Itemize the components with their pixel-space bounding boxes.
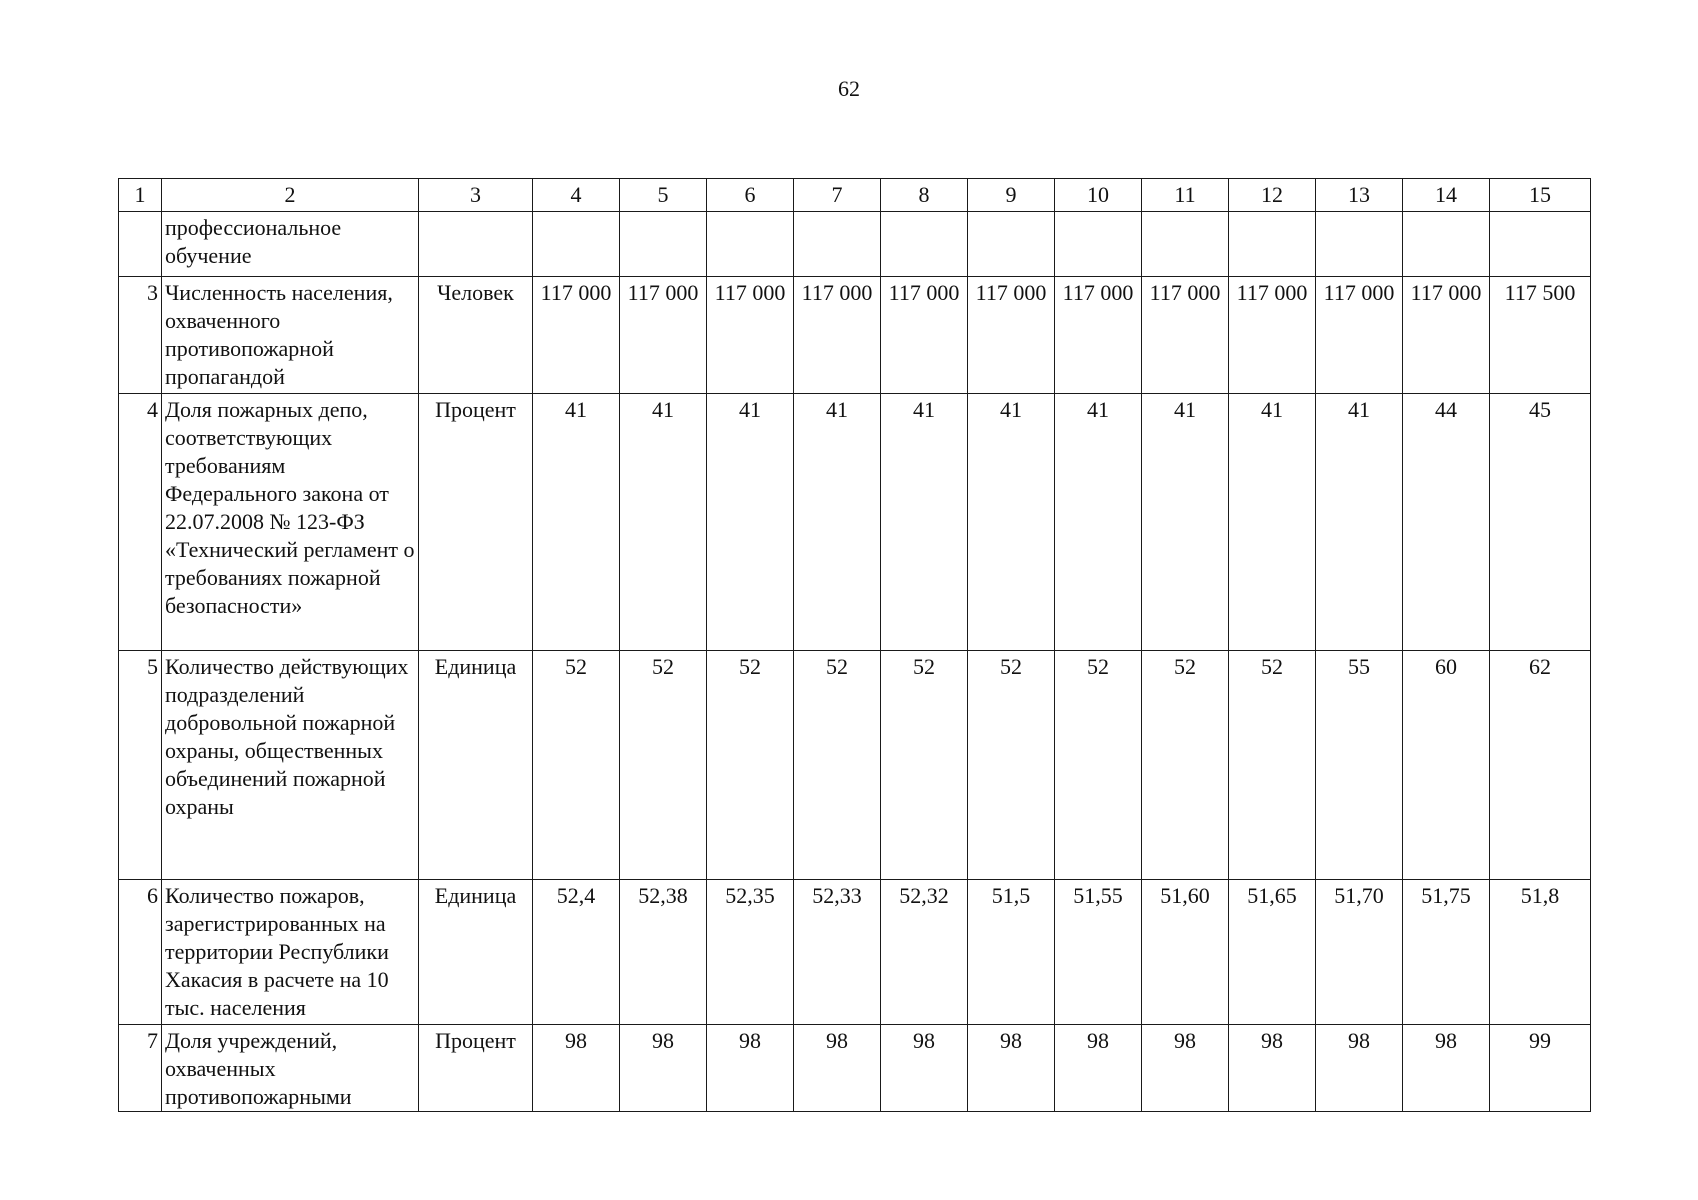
value-cell: 117 500 (1490, 277, 1591, 394)
value-cell: 62 (1490, 651, 1591, 880)
column-header: 9 (968, 179, 1055, 212)
value-cell: 52 (968, 651, 1055, 880)
value-cell: 51,65 (1229, 880, 1316, 1025)
value-cell: 41 (620, 394, 707, 651)
value-cell: 51,8 (1490, 880, 1591, 1025)
unit-of-measure: Человек (419, 277, 533, 394)
row-number: 5 (119, 651, 162, 880)
value-cell: 52 (533, 651, 620, 880)
value-cell: 41 (533, 394, 620, 651)
value-cell (794, 212, 881, 277)
value-cell: 117 000 (620, 277, 707, 394)
value-cell: 52,33 (794, 880, 881, 1025)
column-header: 1 (119, 179, 162, 212)
column-header: 4 (533, 179, 620, 212)
value-cell: 99 (1490, 1025, 1591, 1112)
value-cell: 117 000 (794, 277, 881, 394)
value-cell: 45 (1490, 394, 1591, 651)
unit-of-measure: Процент (419, 394, 533, 651)
page-number: 62 (838, 76, 860, 101)
value-cell: 52 (1142, 651, 1229, 880)
row-number: 6 (119, 880, 162, 1025)
value-cell (881, 212, 968, 277)
value-cell: 41 (1316, 394, 1403, 651)
unit-of-measure: Единица (419, 651, 533, 880)
value-cell: 41 (968, 394, 1055, 651)
value-cell: 41 (707, 394, 794, 651)
column-header: 13 (1316, 179, 1403, 212)
value-cell: 117 000 (1403, 277, 1490, 394)
value-cell (1229, 212, 1316, 277)
value-cell: 52,38 (620, 880, 707, 1025)
value-cell: 98 (881, 1025, 968, 1112)
table-row (119, 651, 1591, 880)
indicator-name: Количество действующих подразделений добровольной пожарной охраны, общественных объединений пожарной охраны (162, 651, 419, 880)
column-header: 14 (1403, 179, 1490, 212)
value-cell (1142, 212, 1229, 277)
table-row (119, 212, 1591, 277)
value-cell (620, 212, 707, 277)
column-header: 15 (1490, 179, 1591, 212)
value-cell: 52,35 (707, 880, 794, 1025)
table-row (119, 277, 1591, 394)
value-cell: 117 000 (1055, 277, 1142, 394)
table-header-row (119, 179, 1591, 212)
value-cell: 98 (620, 1025, 707, 1112)
column-header: 5 (620, 179, 707, 212)
value-cell: 52,32 (881, 880, 968, 1025)
value-cell: 98 (707, 1025, 794, 1112)
value-cell (968, 212, 1055, 277)
column-header: 11 (1142, 179, 1229, 212)
indicator-name: Доля учреждений, охваченных противопожарными (162, 1025, 419, 1112)
value-cell: 98 (1316, 1025, 1403, 1112)
indicator-name: Количество пожаров, зарегистрированных на территории Республики Хакасия в расчете на 10 тыс. населения (162, 880, 419, 1025)
table-row (119, 1025, 1591, 1112)
value-cell: 98 (533, 1025, 620, 1112)
unit-of-measure: Единица (419, 880, 533, 1025)
column-header: 3 (419, 179, 533, 212)
value-cell (707, 212, 794, 277)
value-cell (1316, 212, 1403, 277)
unit-of-measure: Процент (419, 1025, 533, 1112)
indicator-name: профессиональное обучение (162, 212, 419, 277)
value-cell: 51,60 (1142, 880, 1229, 1025)
value-cell (1403, 212, 1490, 277)
value-cell: 98 (1055, 1025, 1142, 1112)
row-number: 4 (119, 394, 162, 651)
value-cell: 98 (968, 1025, 1055, 1112)
value-cell: 98 (1229, 1025, 1316, 1112)
value-cell: 55 (1316, 651, 1403, 880)
value-cell (1490, 212, 1591, 277)
value-cell: 117 000 (1316, 277, 1403, 394)
value-cell: 44 (1403, 394, 1490, 651)
value-cell: 98 (794, 1025, 881, 1112)
unit-of-measure (419, 212, 533, 277)
value-cell: 52 (1229, 651, 1316, 880)
row-number (119, 212, 162, 277)
value-cell: 52,4 (533, 880, 620, 1025)
value-cell: 52 (881, 651, 968, 880)
row-number: 3 (119, 277, 162, 394)
value-cell: 117 000 (968, 277, 1055, 394)
value-cell: 117 000 (533, 277, 620, 394)
column-header: 7 (794, 179, 881, 212)
table-row (119, 880, 1591, 1025)
value-cell: 117 000 (881, 277, 968, 394)
column-header: 10 (1055, 179, 1142, 212)
value-cell: 41 (1055, 394, 1142, 651)
value-cell: 117 000 (1142, 277, 1229, 394)
value-cell: 98 (1142, 1025, 1229, 1112)
value-cell: 41 (794, 394, 881, 651)
value-cell: 51,70 (1316, 880, 1403, 1025)
value-cell: 52 (707, 651, 794, 880)
value-cell: 98 (1403, 1025, 1490, 1112)
value-cell: 117 000 (1229, 277, 1316, 394)
value-cell: 60 (1403, 651, 1490, 880)
value-cell: 51,75 (1403, 880, 1490, 1025)
value-cell: 51,55 (1055, 880, 1142, 1025)
indicator-name: Доля пожарных депо, соответствующих требованиям Федерального закона от 22.07.2008 № 123-ФЗ «Технический регламент о требованиях пожарной безопасности» (162, 394, 419, 651)
column-header: 2 (162, 179, 419, 212)
value-cell: 41 (881, 394, 968, 651)
column-header: 6 (707, 179, 794, 212)
value-cell: 117 000 (707, 277, 794, 394)
column-header: 12 (1229, 179, 1316, 212)
value-cell: 52 (1055, 651, 1142, 880)
value-cell (1055, 212, 1142, 277)
value-cell: 52 (620, 651, 707, 880)
value-cell: 41 (1142, 394, 1229, 651)
value-cell: 52 (794, 651, 881, 880)
table-row (119, 394, 1591, 651)
column-header: 8 (881, 179, 968, 212)
value-cell (533, 212, 620, 277)
indicators-table (118, 178, 1591, 1112)
value-cell: 51,5 (968, 880, 1055, 1025)
indicator-name: Численность населения, охваченного противопожарной пропагандой (162, 277, 419, 394)
value-cell: 41 (1229, 394, 1316, 651)
row-number: 7 (119, 1025, 162, 1112)
